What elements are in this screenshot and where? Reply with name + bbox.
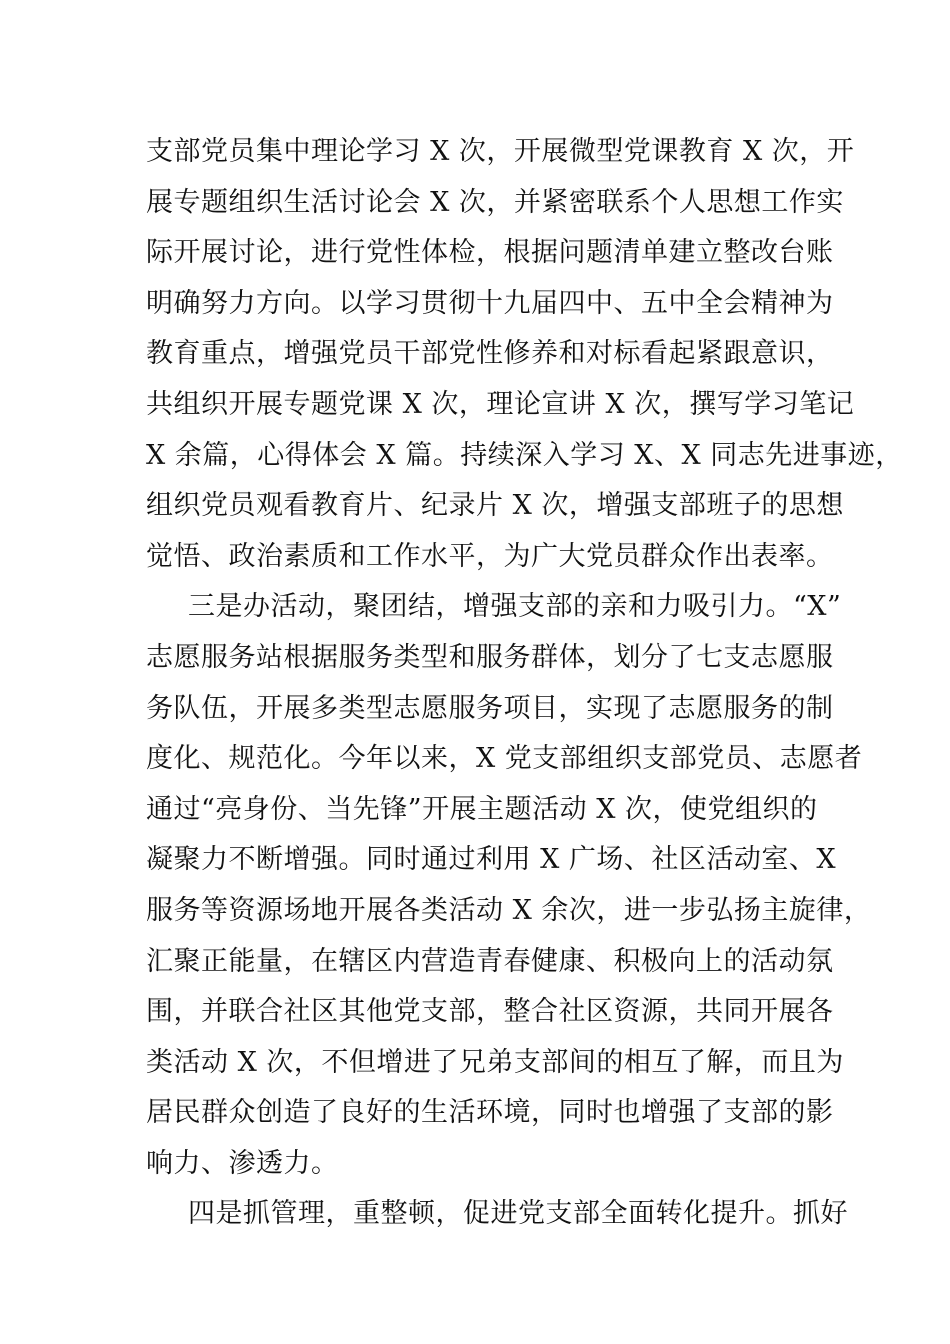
text-line: 凝聚力不断增强。同时通过利用 X 广场、社区活动室、X	[146, 844, 837, 876]
text-line: X 余篇，心得体会 X 篇。持续深入学习 X、X 同志先进事迹，	[146, 439, 903, 471]
text-line: 际开展讨论，进行党性体检，根据问题清单建立整改台账	[146, 237, 834, 269]
text-line: 组织党员观看教育片、纪录片 X 次，增强支部班子的思想	[146, 490, 844, 522]
text-line: 度化、规范化。今年以来，X 党支部组织支部党员、志愿者	[146, 743, 863, 775]
text-line: 教育重点，增强党员干部党性修养和对标看起紧跟意识，	[146, 338, 834, 370]
paragraph-start-line: 三是办活动，聚团结，增强支部的亲和力吸引力。“X”	[188, 591, 842, 623]
text-line: 明确努力方向。以学习贯彻十九届四中、五中全会精神为	[146, 287, 834, 319]
text-line: 类活动 X 次，不但增进了兄弟支部间的相互了解，而且为	[146, 1046, 844, 1078]
text-line: 围，并联合社区其他党支部，整合社区资源，共同开展各	[146, 996, 834, 1028]
paragraph-start-line: 四是抓管理，重整顿，促进党支部全面转化提升。抓好	[188, 1198, 848, 1230]
text-line: 志愿服务站根据服务类型和服务群体，划分了七支志愿服	[146, 641, 834, 673]
text-line: 觉悟、政治素质和工作水平，为广大党员群众作出表率。	[146, 540, 834, 572]
text-line: 汇聚正能量，在辖区内营造青春健康、积极向上的活动氛	[146, 945, 834, 977]
text-line: 通过“亮身份、当先锋”开展主题活动 X 次，使党组织的	[146, 793, 818, 825]
text-line: 共组织开展专题党课 X 次，理论宣讲 X 次，撰写学习笔记	[146, 388, 855, 420]
text-line: 服务等资源场地开展各类活动 X 余次，进一步弘扬主旋律，	[146, 894, 872, 926]
text-line: 务队伍，开展多类型志愿服务项目，实现了志愿服务的制	[146, 692, 834, 724]
text-line: 支部党员集中理论学习 X 次，开展微型党课教育 X 次，开	[146, 136, 855, 167]
text-line: 响力、渗透力。	[146, 1147, 339, 1179]
body-text	[146, 127, 903, 1240]
text-line: 展专题组织生活讨论会 X 次，并紧密联系个人思想工作实	[146, 186, 844, 218]
text-line: 居民群众创造了良好的生活环境，同时也增强了支部的影	[146, 1097, 834, 1129]
